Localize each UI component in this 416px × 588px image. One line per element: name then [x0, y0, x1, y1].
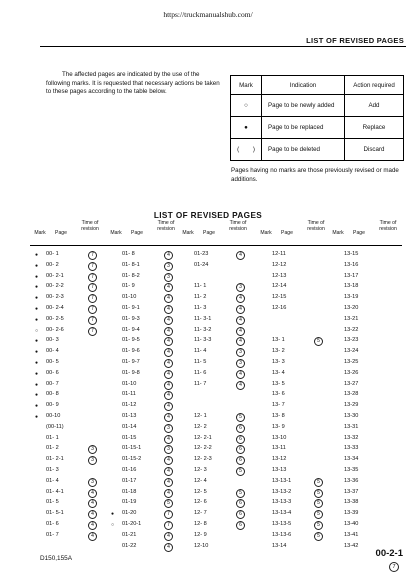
revision-page: 01- 7 [46, 531, 59, 538]
revision-number-badge: 7 [164, 510, 173, 519]
legend-indication-replace: Page to be replaced [262, 117, 345, 139]
revision-page: 12-11 [272, 251, 286, 257]
revision-page: 00- 2-4 [46, 305, 64, 311]
revision-page: 12- 3 [194, 467, 207, 473]
revision-number-badge: 6 [236, 499, 245, 508]
revision-page: 12-10 [194, 542, 209, 549]
revision-mark: ● [35, 403, 39, 410]
revision-number-badge: 5 [236, 413, 245, 422]
revision-number-badge: 5 [314, 499, 323, 508]
column-header-time: Time of revision [379, 220, 397, 232]
revision-number-badge: 4 [164, 370, 173, 379]
revision-page: 01-11 [122, 391, 136, 398]
revision-number-badge: 3 [88, 478, 97, 487]
revision-mark: ● [35, 252, 39, 258]
revision-number-badge: 6 [236, 435, 245, 444]
revision-number-badge: 4 [164, 348, 173, 357]
revision-page: 11- 7 [194, 380, 207, 387]
legend-action-delete: Discard [345, 139, 404, 161]
intro-paragraph: The affected pages are indicated by the use of the following marks. It is requested that necessary actions be taken to these pages according to the table below. [46, 71, 220, 96]
revision-number-badge: 3 [164, 273, 173, 282]
revision-number-badge: 4 [164, 391, 173, 400]
revision-page: 13-13-5 [272, 521, 292, 527]
page-header-title: LIST OF REVISED PAGES [306, 36, 404, 45]
revision-number-badge: 4 [88, 521, 97, 530]
revision-page: 00- 2 [46, 261, 59, 268]
revision-page: 01- 8 [122, 251, 135, 257]
revision-page: 00- 5 [46, 359, 59, 365]
revision-number-badge: 4 [164, 381, 173, 390]
revision-number-badge: 5 [314, 510, 323, 519]
revision-page: 01- 6 [46, 521, 59, 527]
revision-page: 13-28 [344, 391, 359, 398]
revision-page: 01- 9-5 [122, 337, 140, 344]
revision-page: 13-34 [344, 456, 359, 463]
revision-page: 13-41 [344, 531, 359, 538]
revision-mark: ● [35, 360, 39, 366]
revision-number-badge: 3 [236, 348, 245, 357]
revision-number-badge: 4 [236, 251, 245, 260]
revision-page: 12- 4 [194, 477, 207, 484]
revision-table-rule [30, 245, 402, 246]
revision-page: 13- 6 [272, 391, 285, 398]
source-url: https://truckmanualshub.com/ [163, 10, 253, 19]
revision-number-badge: 4 [164, 467, 173, 476]
revision-page: 01-21 [122, 531, 137, 538]
revision-page: 01-16 [122, 467, 137, 473]
revision-page: 01-23 [194, 251, 209, 257]
revision-number-badge: 6 [236, 521, 245, 530]
revision-page: 13-20 [344, 305, 359, 311]
column-header-page: Page [131, 230, 143, 236]
revision-page: 13-12 [272, 456, 287, 463]
revision-page: 13-21 [344, 315, 359, 322]
revision-page: 13-10 [272, 434, 287, 441]
revision-page: 13-13-3 [272, 499, 292, 506]
revision-number-badge: 3 [236, 283, 245, 292]
revision-page: 11- 3 [194, 305, 207, 311]
header-rule [40, 46, 406, 47]
revision-number-badge: 5 [236, 489, 245, 498]
revision-page: 11- 2 [194, 294, 207, 301]
revision-page: 13-24 [344, 348, 359, 355]
column-header-time: Time of revision [157, 220, 175, 232]
revision-page: 01-24 [194, 261, 209, 268]
revision-page: 13-30 [344, 413, 359, 419]
legend-mark-delete: ( ) [231, 139, 262, 161]
revision-page: 00- 2-1 [46, 272, 64, 279]
revision-number-badge: 5 [164, 499, 173, 508]
revision-page: 12-15 [272, 294, 287, 301]
revision-page: 13-33 [344, 445, 359, 452]
revision-page: 13-38 [344, 499, 359, 506]
column-header-mark: Mark [110, 230, 122, 236]
revision-number-badge: 7 [88, 251, 97, 260]
revision-page: 01- 9-4 [122, 326, 140, 333]
revision-number-badge: 5 [236, 467, 245, 476]
revision-page: 13-13-6 [272, 531, 292, 538]
revision-page: 01-18 [122, 488, 137, 495]
revision-page: 13-18 [344, 283, 359, 290]
legend-table [230, 75, 404, 161]
legend-action-replace: Replace [345, 117, 404, 139]
revision-number-badge: 4 [236, 305, 245, 314]
revision-page: 01-13 [122, 413, 137, 419]
column-header-time: Time of revision [81, 220, 99, 232]
column-header-time: Time of revision [229, 220, 247, 232]
revision-mark: ○ [35, 327, 39, 334]
column-header-mark: Mark [182, 230, 194, 236]
revision-page: 00- 8 [46, 391, 59, 398]
revision-page: 12- 2-2 [194, 445, 212, 452]
revision-mark: ● [35, 262, 39, 269]
revision-page: 00- 9 [46, 402, 59, 409]
revision-page: 01- 1 [46, 434, 59, 441]
revision-mark: ● [35, 316, 39, 323]
revision-page: 13-13 [272, 467, 287, 473]
revision-page: 00- 7 [46, 380, 59, 387]
revision-page: 01- 9-8 [122, 369, 140, 376]
revision-number-badge: 6 [236, 424, 245, 433]
revision-number-badge: 4 [236, 294, 245, 303]
legend-indication-add: Page to be newly added [262, 95, 345, 117]
revision-page: 01-14 [122, 423, 137, 430]
revision-page: 01-19 [122, 499, 137, 506]
revision-number-badge: 4 [236, 337, 245, 346]
revision-page: 13- 1 [272, 337, 285, 344]
revision-page: 01-20 [122, 510, 137, 517]
revision-page: 00- 2-6 [46, 326, 64, 333]
revision-page: 12- 2-3 [194, 456, 212, 463]
revision-number-badge: 4 [88, 499, 97, 508]
revision-page: 13- 3 [272, 359, 285, 365]
revision-number-badge: 4 [164, 532, 173, 541]
revision-number-badge: 5 [314, 532, 323, 541]
revision-page: 01- 9-1 [122, 305, 140, 311]
revision-page: 12-13 [272, 272, 287, 279]
revision-page: 13-39 [344, 510, 359, 517]
revision-page: 11- 3-2 [194, 326, 212, 333]
revision-mark: ● [35, 349, 39, 356]
revision-number-badge: 7 [164, 521, 173, 530]
revision-number-badge: 7 [88, 283, 97, 292]
revision-number-badge: 4 [236, 370, 245, 379]
revision-page: 00- 1 [46, 251, 59, 257]
revision-page: 11- 3-1 [194, 315, 212, 322]
revision-page: 13-17 [344, 272, 359, 279]
revision-number-badge: 4 [164, 251, 173, 260]
revision-page: 13-13-4 [272, 510, 292, 517]
revision-mark: ● [35, 370, 39, 377]
revision-number-badge: 7 [88, 262, 97, 271]
revision-page: 13-13-1 [272, 477, 292, 484]
revision-number-badge: 4 [164, 413, 173, 422]
revision-number-badge: 3 [164, 424, 173, 433]
revision-number-badge: 4 [164, 283, 173, 292]
revision-page: 13-13-2 [272, 488, 292, 495]
revision-page: 11- 3-3 [194, 337, 212, 344]
revision-number-badge: 4 [164, 327, 173, 336]
legend-header-mark: Mark [231, 76, 262, 95]
column-header-page: Page [55, 230, 67, 236]
revision-mark: ● [35, 295, 39, 302]
revision-number-badge: 6 [236, 510, 245, 519]
revision-page: 11- 6 [194, 369, 207, 376]
revision-mark: ● [35, 381, 39, 388]
revision-number-badge: 4 [164, 359, 173, 368]
revision-page: (00-11) [46, 423, 64, 430]
legend-header-indication: Indication [262, 76, 345, 95]
column-header-mark: Mark [332, 230, 344, 236]
page-number: 00-2-1 [375, 548, 403, 559]
revision-page: 13-11 [272, 445, 286, 452]
revision-number-badge: 6 [236, 445, 245, 454]
revision-page: 12- 6 [194, 499, 207, 506]
legend-action-add: Add [345, 95, 404, 117]
revision-mark: ● [35, 392, 39, 399]
revision-page: 01-17 [122, 477, 137, 484]
revision-page: 12- 9 [194, 531, 207, 538]
legend-mark-replace: ● [231, 117, 262, 139]
column-header-page: Page [353, 230, 365, 236]
revision-page: 13-16 [344, 261, 359, 268]
revision-number-badge: 7 [88, 273, 97, 282]
revision-page: 12- 2-1 [194, 434, 212, 441]
revision-number-badge: 7 [88, 316, 97, 325]
revision-number-badge: 4 [164, 456, 173, 465]
revision-page: 13-36 [344, 477, 359, 484]
revision-page: 01-10 [122, 294, 137, 301]
revision-page: 01-12 [122, 402, 137, 409]
column-header-page: Page [281, 230, 293, 236]
revision-page: 01-22 [122, 542, 137, 549]
revision-number-badge: 3 [88, 456, 97, 465]
revision-page: 12- 8 [194, 521, 207, 527]
revision-mark: ● [35, 306, 39, 312]
revision-number-badge: 4 [164, 294, 173, 303]
revision-number-badge: 4 [164, 543, 173, 552]
revision-mark: ● [35, 414, 39, 420]
revision-page: 13- 7 [272, 402, 285, 409]
legend-note: Pages having no marks are those previously revised or made additions. [231, 167, 399, 183]
revision-page: 13-42 [344, 542, 359, 549]
column-header-mark: Mark [34, 230, 46, 236]
revision-number-badge: 6 [236, 456, 245, 465]
revision-page: 13-32 [344, 434, 359, 441]
revision-page: 12-14 [272, 283, 287, 290]
revision-page: 01- 5-1 [46, 510, 64, 517]
revision-number-badge: 4 [164, 337, 173, 346]
revision-page: 13-35 [344, 467, 359, 473]
revision-page: 11- 5 [194, 359, 207, 365]
list-title: LIST OF REVISED PAGES [153, 211, 263, 220]
revision-mark: ○ [111, 522, 115, 528]
revision-page: 13- 5 [272, 380, 285, 387]
revision-page: 01- 2 [46, 445, 59, 452]
revision-number-badge: 4 [164, 489, 173, 498]
revision-page: 13-14 [272, 542, 287, 549]
revision-number-badge: 5 [314, 489, 323, 498]
revision-page: 13-15 [344, 251, 359, 257]
revision-page: 13-31 [344, 423, 359, 430]
legend-header-action: Action required [345, 76, 404, 95]
revision-number-badge: 7 [88, 305, 97, 314]
revision-page: 13-26 [344, 369, 359, 376]
revision-number-badge: 4 [88, 532, 97, 541]
revision-page: 13-27 [344, 380, 359, 387]
revision-page: 12-16 [272, 305, 287, 311]
revision-page: 01- 8-1 [122, 261, 140, 268]
revision-number-badge: 3 [164, 445, 173, 454]
revision-page: 00- 2-5 [46, 315, 64, 322]
revision-page: 01- 5 [46, 499, 59, 506]
revision-page: 12- 5 [194, 488, 207, 495]
revision-number-badge: 4 [236, 327, 245, 336]
revision-page: 01- 4-1 [46, 488, 64, 495]
revision-number-badge: 7 [88, 294, 97, 303]
revision-page: 01- 9-3 [122, 315, 140, 322]
revision-page: 11- 4 [194, 348, 207, 355]
revision-number-badge: 4 [236, 381, 245, 390]
revision-number-badge: 4 [164, 316, 173, 325]
revision-page: 13- 8 [272, 413, 285, 419]
revision-page: 13-22 [344, 326, 359, 333]
revision-page: 01- 9-7 [122, 359, 140, 365]
revision-page: 01-15-1 [122, 445, 142, 452]
revision-number-badge: 4 [164, 305, 173, 314]
revision-page: 13-40 [344, 521, 359, 527]
legend-mark-add: ○ [231, 95, 262, 117]
revision-number-badge: 4 [236, 316, 245, 325]
revision-number-badge: 7 [88, 327, 97, 336]
legend-indication-delete: Page to be deleted [262, 139, 345, 161]
revision-page: 01- 9-6 [122, 348, 140, 355]
revision-number-badge: 5 [314, 478, 323, 487]
revision-page: 01- 3 [46, 467, 59, 473]
revision-badge: 7 [389, 562, 399, 572]
revision-page: 00- 2-2 [46, 283, 64, 290]
revision-number-badge: 3 [164, 262, 173, 271]
revision-page: 01-15 [122, 434, 137, 441]
revision-page: 00- 3 [46, 337, 59, 344]
revision-number-badge: 4 [164, 478, 173, 487]
revision-page: 13-37 [344, 488, 359, 495]
revision-page: 13- 4 [272, 369, 285, 376]
revision-page: 01- 4 [46, 477, 59, 484]
revision-page: 12- 7 [194, 510, 207, 517]
column-header-page: Page [203, 230, 215, 236]
revision-page: 01- 8-2 [122, 272, 140, 279]
revision-mark: ● [35, 284, 39, 291]
revision-page: 12-12 [272, 261, 287, 268]
revision-page: 00- 4 [46, 348, 59, 355]
revision-page: 13-19 [344, 294, 359, 301]
revision-page: 13-25 [344, 359, 359, 365]
revision-page: 12- 1 [194, 413, 207, 419]
revision-page: 01- 9 [122, 283, 135, 290]
revision-number-badge: 3 [236, 359, 245, 368]
revision-page: 00- 6 [46, 369, 59, 376]
revision-page: 13- 9 [272, 423, 285, 430]
revision-page: 01-10 [122, 380, 137, 387]
revision-number-badge: 4 [88, 489, 97, 498]
revision-page: 01-15-2 [122, 456, 142, 463]
revision-page: 13-23 [344, 337, 359, 344]
revision-mark: ● [35, 338, 39, 345]
revision-mark: ● [111, 511, 115, 518]
column-header-mark: Mark [260, 230, 272, 236]
revision-number-badge: 5 [314, 337, 323, 346]
revision-number-badge: 5 [314, 521, 323, 530]
revision-number-badge: 4 [88, 510, 97, 519]
revision-mark: ● [35, 273, 39, 280]
revision-page: 12- 2 [194, 423, 207, 430]
column-header-time: Time of revision [307, 220, 325, 232]
revision-page: 00-10 [46, 413, 61, 419]
revision-page: 13-29 [344, 402, 359, 409]
model-label: D150,155A [40, 555, 72, 562]
revision-number-badge: 4 [164, 435, 173, 444]
revision-page: 11- 1 [194, 283, 207, 290]
revision-page: 13- 2 [272, 348, 285, 355]
revision-page: 00- 2-3 [46, 294, 64, 301]
revision-number-badge: 4 [164, 402, 173, 411]
revision-page: 01- 2-1 [46, 456, 64, 463]
revision-number-badge: 3 [88, 445, 97, 454]
revision-page: 01-20-1 [122, 521, 142, 527]
